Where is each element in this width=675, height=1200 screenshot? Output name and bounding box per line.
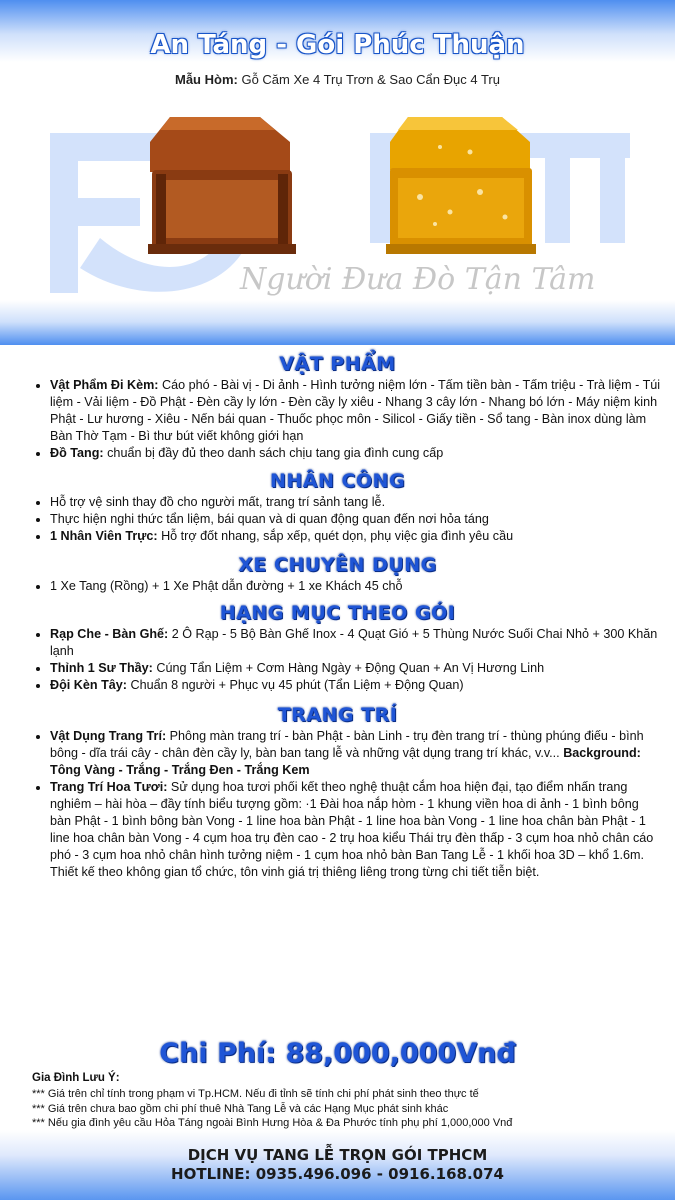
list-item: • Vật Dụng Trang Trí: Phông màn trang trí - bàn Phật - bàn Linh - trụ đèn trang trí - thùng phúng điếu - bình bông - dĩa trái cây - chân đèn cầy ly, bàn ban tang lễ và những vật dụng trang trí khác, v.v... Background: Tông Vàng - Trắng - Trắng Đen - Trắng Kem — [50, 728, 662, 779]
notes-list — [32, 1087, 652, 1131]
list-item: • Trang Trí Hoa Tươi: Sử dụng hoa tươi phối kết theo nghệ thuật cắm hoa hiện đại, tạo điểm nhấn trang nghiêm – hài hòa – đầy tính biểu tượng gồm: ·1 Đài hoa nắp hòm - 1 khung viền hoa di ảnh - 1 bình bông bàn Phật - 1 bình bông bàn Vong - 1 line hoa bàn Phật - 1 line hoa bàn Vong - 1 line hoa chân bàn Phật - 1 line hoa chân bàn Vong - 4 cụm hoa trụ đèn cao - 2 trụ hoa kiểu Thái trụ đèn thấp - 3 cụm hoa nhỏ chân cáo phó - 3 cụm hoa nhỏ chân hình tưởng niệm - 1 cụm hoa nhỏ bàn Ban Tang Lễ - 1 khối hoa 3D – khổ 1.6m. Thiết kế theo không gian tổ chức, tôn vinh giá trị thiêng liêng trong từng chi tiết tiễn biệt. — [50, 779, 662, 881]
list-item: • Rạp Che - Bàn Ghế: 2 Ô Rạp - 5 Bộ Bàn Ghế Inox - 4 Quạt Gió + 5 Thùng Nước Suối Chai Nhỏ + 300 Khăn lạnh — [50, 626, 662, 660]
watermark-slogan: Người Đưa Đò Tận Tâm — [240, 262, 596, 297]
section-title-hang-muc: HẠNG MỤC THEO GÓI — [219, 602, 456, 624]
note-line: *** Nếu gia đình yêu cầu Hỏa Táng ngoài Bình Hưng Hòa & Đa Phước tính phụ phí 1,000,000 Vnđ — [32, 1117, 513, 1129]
list-item: • Đồ Tang: chuẩn bị đầy đủ theo danh sách chịu tang gia đình cung cấp — [50, 445, 662, 462]
vat-pham-list — [36, 377, 662, 462]
xe-list — [36, 578, 662, 595]
total-cost: Chi Phí: 88,000,000Vnđ — [159, 1038, 516, 1069]
list-item: • 1 Nhân Viên Trực: Hỗ trợ đốt nhang, sắp xếp, quét dọn, phụ việc gia đình yêu cầu — [50, 528, 662, 545]
list-item: • Đội Kèn Tây: Chuẩn 8 người + Phục vụ 45 phút (Tẩn Liệm + Động Quan) — [50, 677, 662, 694]
list-item: • Thực hiện nghi thức tẩn liệm, bái quan và di quan động quan đến nơi hỏa táng — [50, 511, 662, 528]
section-title-vat-pham: VẬT PHẨM — [279, 353, 396, 375]
list-item: • 1 Xe Tang (Rồng) + 1 Xe Phật dẫn đường + 1 xe Khách 45 chỗ — [50, 578, 662, 595]
page-title: An Táng - Gói Phúc Thuận — [150, 30, 525, 60]
list-item: • Thỉnh 1 Sư Thầy: Cúng Tẩn Liệm + Cơm Hàng Ngày + Động Quan + An Vị Hương Linh — [50, 660, 662, 677]
subtitle-label: Mẫu Hòm: — [175, 72, 238, 87]
subtitle-value: Gỗ Căm Xe 4 Trụ Trơn & Sao Cẩn Đục 4 Trụ — [237, 72, 500, 87]
nhan-cong-list — [36, 494, 662, 545]
hang-muc-list — [36, 626, 662, 694]
note-line: *** Giá trên chỉ tính trong phạm vi Tp.HCM. Nếu đi tỉnh sẽ tính chi phí phát sinh theo thực tế — [32, 1088, 479, 1100]
note-line: *** Giá trên chưa bao gồm chi phí thuê Nhà Tang Lễ và các Hạng Mục phát sinh khác — [32, 1102, 449, 1115]
golden-coffin-image — [380, 112, 540, 262]
list-item: • Vật Phẩm Đi Kèm: Cáo phó - Bài vị - Di ảnh - Hình tưởng niệm lớn - Tấm tiền bàn - Tấm triệu - Trà liệm - Túi liệm - Vải liệm - Đồ Phật - Đèn cầy ly lớn - Đèn cầy ly xiêu - Nhang 3 cây lớn - Nhang bó lớn - Máy niệm kinh Phật - Lư hương - Xiêu - Nến bái quan - Thuốc phọc môn - Silicol - Giấy tiền - Sổ tang - Bàn inox dùng làm Bàn Thờ Tạm - Bì thư bút viết không giới hạn — [50, 377, 662, 445]
coffin-model-subtitle — [0, 72, 675, 87]
wooden-coffin-image — [140, 112, 300, 262]
header-banner — [0, 0, 675, 345]
footer-banner — [0, 1130, 675, 1200]
list-item: • Hỗ trợ vệ sinh thay đồ cho người mất, trang trí sảnh tang lễ. — [50, 494, 662, 511]
footer-service-title: DỊCH VỤ TANG LỄ TRỌN GÓI TPHCM — [187, 1146, 488, 1164]
section-title-xe-chuyen-dung: XE CHUYÊN DỤNG — [238, 554, 437, 576]
section-title-trang-tri: TRANG TRÍ — [277, 704, 398, 726]
notes-title: Gia Đình Lưu Ý: — [32, 1072, 120, 1084]
trang-tri-list — [36, 728, 662, 881]
footer-hotline[interactable]: HOTLINE: 0935.496.096 - 0916.168.074 — [171, 1165, 504, 1183]
section-title-nhan-cong: NHÂN CÔNG — [269, 470, 406, 492]
